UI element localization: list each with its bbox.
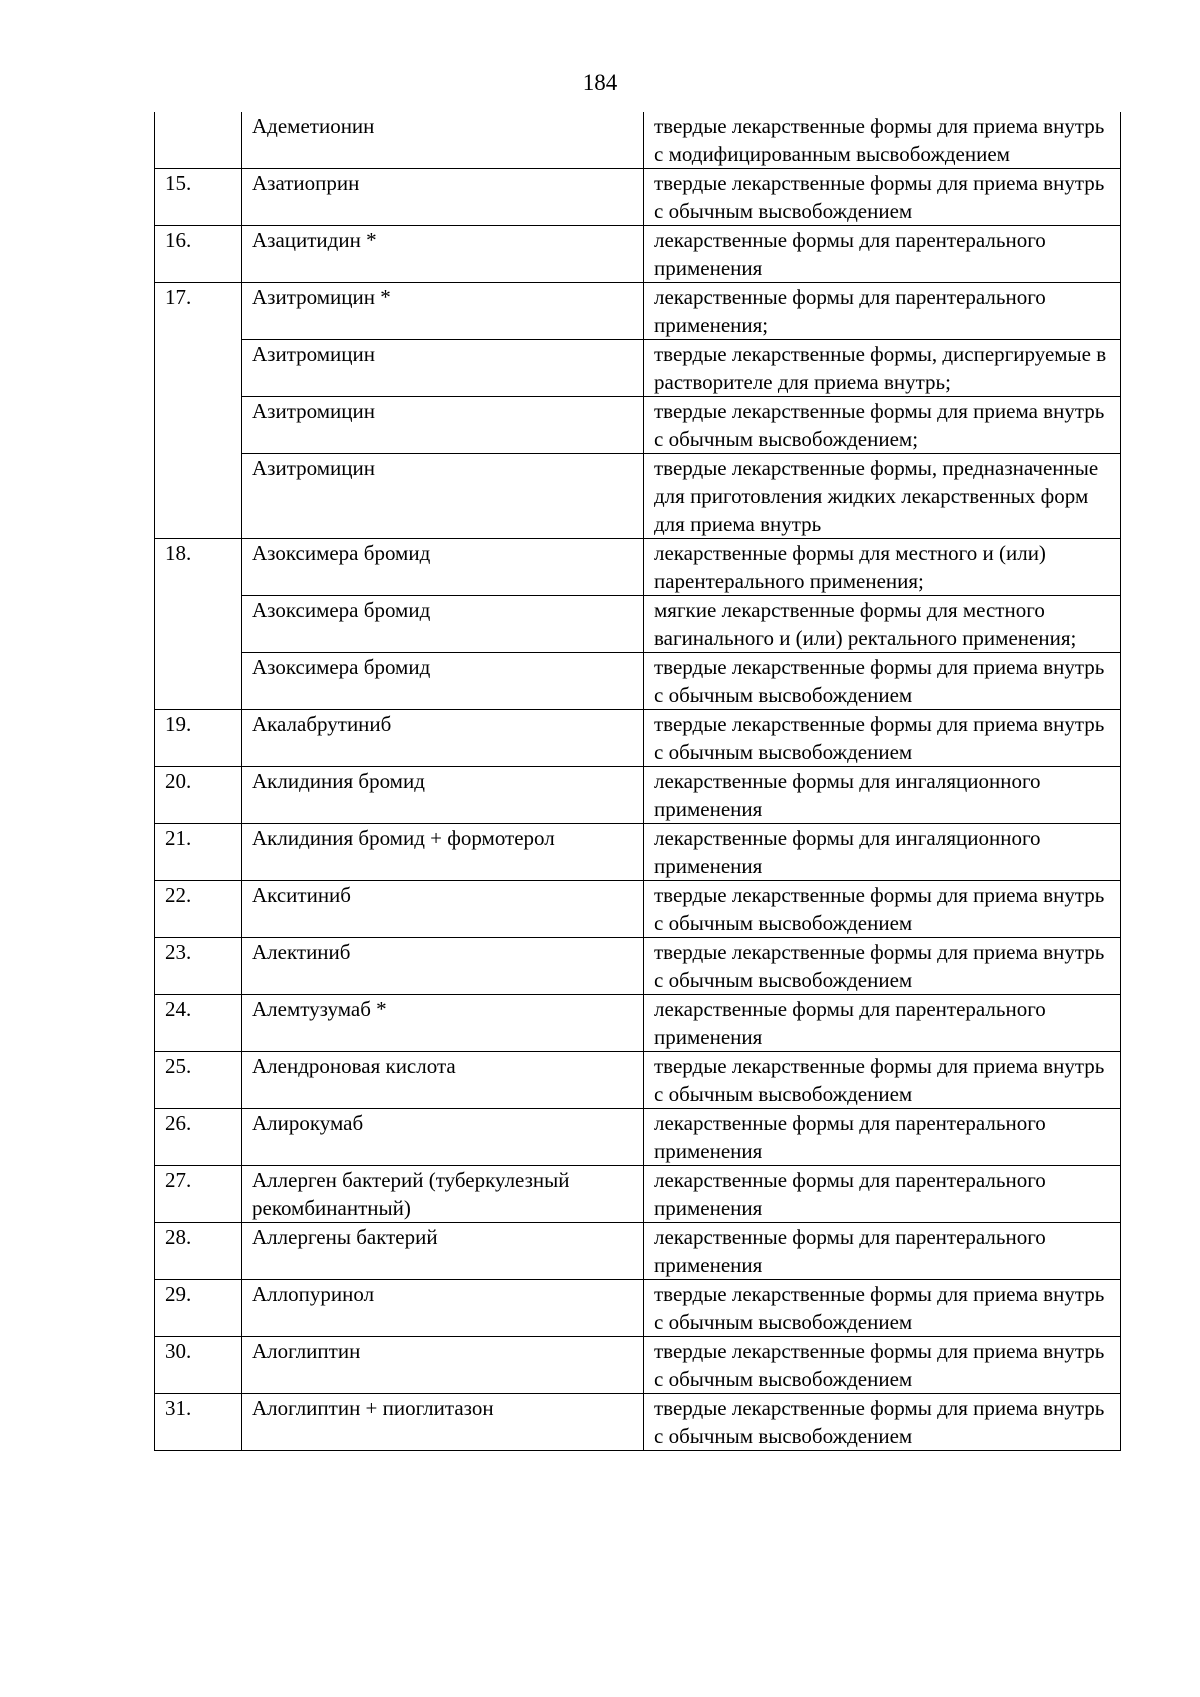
table-row	[155, 1337, 1121, 1394]
dosage-form: мягкие лекарственные формы для местного вагинального и (или) ректального применения;	[644, 596, 1121, 653]
drug-name: Акситиниб	[242, 881, 644, 938]
row-number	[155, 112, 242, 169]
row-number: 15.	[155, 169, 242, 226]
row-number: 25.	[155, 1052, 242, 1109]
row-number: 16.	[155, 226, 242, 283]
dosage-form: лекарственные формы для ингаляционного применения	[644, 824, 1121, 881]
row-number: 22.	[155, 881, 242, 938]
page-number: 184	[582, 70, 618, 95]
drug-name: Алоглиптин + пиоглитазон	[242, 1394, 644, 1451]
drug-name: Алектиниб	[242, 938, 644, 995]
table-row	[155, 454, 1121, 539]
dosage-form: лекарственные формы для местного и (или) парентерального применения;	[644, 539, 1121, 596]
drug-name: Аллерген бактерий (туберкулезный рекомбинантный)	[242, 1166, 644, 1223]
table-row	[155, 1166, 1121, 1223]
row-number: 21.	[155, 824, 242, 881]
drug-name: Азитромицин	[242, 454, 644, 539]
table-row	[155, 397, 1121, 454]
table-row	[155, 340, 1121, 397]
dosage-form: твердые лекарственные формы для приема внутрь с обычным высвобождением	[644, 710, 1121, 767]
table-row	[155, 539, 1121, 596]
row-number: 27.	[155, 1166, 242, 1223]
drug-name: Аклидиния бромид	[242, 767, 644, 824]
dosage-form: твердые лекарственные формы для приема внутрь с обычным высвобождением	[644, 653, 1121, 710]
drug-name: Аклидиния бромид + формотерол	[242, 824, 644, 881]
row-number: 20.	[155, 767, 242, 824]
drug-name: Аллопуринол	[242, 1280, 644, 1337]
dosage-form: лекарственные формы для ингаляционного применения	[644, 767, 1121, 824]
drug-table	[154, 112, 1121, 1451]
drug-name: Адеметионин	[242, 112, 644, 169]
table-row	[155, 710, 1121, 767]
drug-name: Азоксимера бромид	[242, 539, 644, 596]
dosage-form: твердые лекарственные формы для приема внутрь с обычным высвобождением	[644, 1280, 1121, 1337]
dosage-form: лекарственные формы для парентерального применения	[644, 995, 1121, 1052]
table-row	[155, 1052, 1121, 1109]
table-row	[155, 226, 1121, 283]
drug-name: Азоксимера бромид	[242, 653, 644, 710]
dosage-form: лекарственные формы для парентерального применения	[644, 1166, 1121, 1223]
table-row	[155, 881, 1121, 938]
dosage-form: твердые лекарственные формы, предназначенные для приготовления жидких лекарственных форм для приема внутрь	[644, 454, 1121, 539]
table-row	[155, 1109, 1121, 1166]
drug-name: Акалабрутиниб	[242, 710, 644, 767]
table-row	[155, 112, 1121, 169]
row-number: 18.	[155, 539, 242, 710]
dosage-form: твердые лекарственные формы для приема внутрь с обычным высвобождением	[644, 1394, 1121, 1451]
row-number: 30.	[155, 1337, 242, 1394]
dosage-form: твердые лекарственные формы, диспергируемые в растворителе для приема внутрь;	[644, 340, 1121, 397]
dosage-form: лекарственные формы для парентерального применения	[644, 226, 1121, 283]
dosage-form: твердые лекарственные формы для приема внутрь с модифицированным высвобождением	[644, 112, 1121, 169]
table-row	[155, 995, 1121, 1052]
row-number: 29.	[155, 1280, 242, 1337]
drug-table-body	[155, 112, 1121, 1451]
table-row	[155, 1223, 1121, 1280]
drug-name: Азитромицин *	[242, 283, 644, 340]
dosage-form: лекарственные формы для парентерального применения	[644, 1223, 1121, 1280]
drug-name: Азатиоприн	[242, 169, 644, 226]
drug-name: Азитромицин	[242, 340, 644, 397]
table-row	[155, 767, 1121, 824]
row-number: 17.	[155, 283, 242, 539]
table-row	[155, 938, 1121, 995]
dosage-form: твердые лекарственные формы для приема внутрь с обычным высвобождением	[644, 938, 1121, 995]
row-number: 19.	[155, 710, 242, 767]
dosage-form: твердые лекарственные формы для приема внутрь с обычным высвобождением	[644, 169, 1121, 226]
table-row	[155, 283, 1121, 340]
drug-name: Азитромицин	[242, 397, 644, 454]
row-number: 26.	[155, 1109, 242, 1166]
drug-name: Аллергены бактерий	[242, 1223, 644, 1280]
table-row	[155, 596, 1121, 653]
drug-name: Алоглиптин	[242, 1337, 644, 1394]
drug-name: Азацитидин *	[242, 226, 644, 283]
table-row	[155, 1280, 1121, 1337]
table-row	[155, 824, 1121, 881]
drug-name: Алендроновая кислота	[242, 1052, 644, 1109]
table-row	[155, 653, 1121, 710]
dosage-form: твердые лекарственные формы для приема внутрь с обычным высвобождением	[644, 1337, 1121, 1394]
dosage-form: твердые лекарственные формы для приема внутрь с обычным высвобождением	[644, 881, 1121, 938]
drug-name: Алирокумаб	[242, 1109, 644, 1166]
row-number: 31.	[155, 1394, 242, 1451]
drug-name: Азоксимера бромид	[242, 596, 644, 653]
row-number: 28.	[155, 1223, 242, 1280]
drug-name: Алемтузумаб *	[242, 995, 644, 1052]
dosage-form: лекарственные формы для парентерального применения	[644, 1109, 1121, 1166]
table-row	[155, 1394, 1121, 1451]
dosage-form: твердые лекарственные формы для приема внутрь с обычным высвобождением	[644, 1052, 1121, 1109]
table-row	[155, 169, 1121, 226]
row-number: 24.	[155, 995, 242, 1052]
dosage-form: твердые лекарственные формы для приема внутрь с обычным высвобождением;	[644, 397, 1121, 454]
row-number: 23.	[155, 938, 242, 995]
dosage-form: лекарственные формы для парентерального применения;	[644, 283, 1121, 340]
